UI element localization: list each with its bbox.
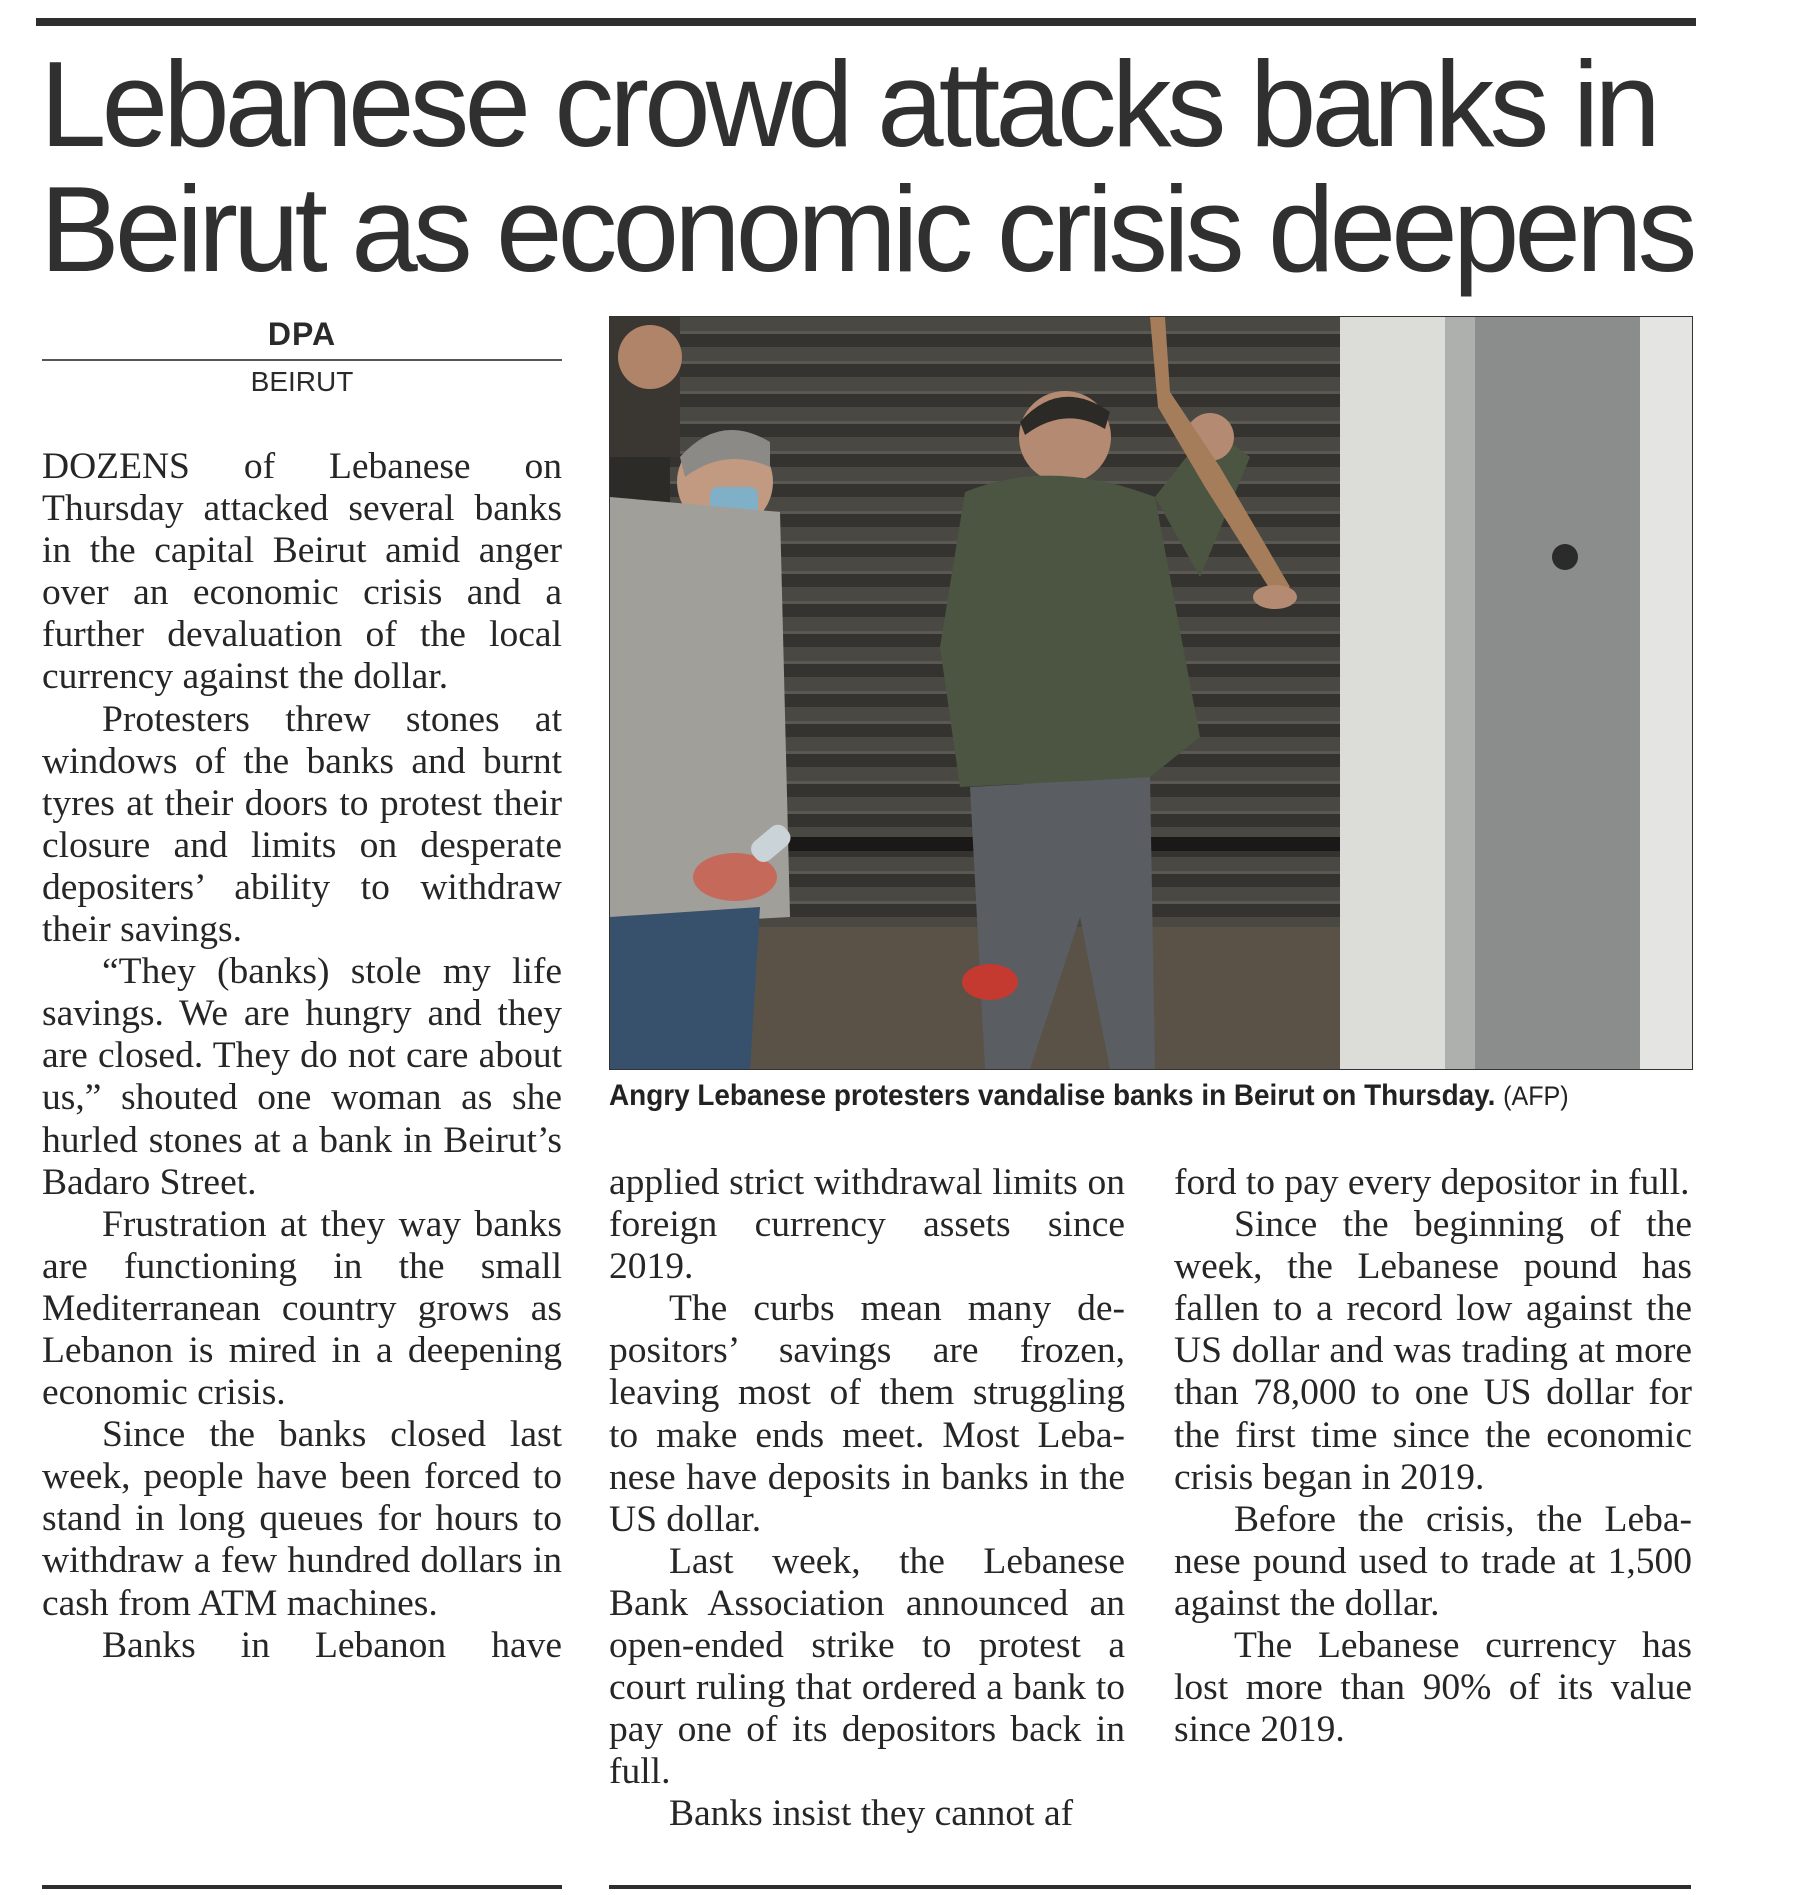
paragraph-9-start: Banks insist they cannot af — [669, 1793, 1074, 1835]
paragraph-2: Protesters threw stones at windows of the banks and burnt tyres at their doors to protest their closure and limits on desperate depositers’ ability to withdraw their savings. — [42, 698, 562, 951]
byline-divider — [42, 359, 562, 361]
byline-agency: DPA — [267, 316, 337, 352]
photo-caption — [609, 1079, 1632, 1113]
body-column-1 — [42, 446, 562, 1667]
paragraph-8: Last week, the Lebanese Bank Association announced an open-ended strike to protest a court ruling that ordered a bank to pay one of its depositors back in full. — [609, 1540, 1125, 1793]
bottom-rule-right — [609, 1885, 1691, 1889]
body-column-3 — [1174, 1162, 1692, 1751]
paragraph-5: Since the banks closed last week, people have been forced to stand in long queues for hours to withdraw a few hundred dollars in cash from ATM machines. — [42, 1414, 562, 1624]
red-object — [962, 964, 1018, 1000]
photo-credit: (AFP) — [1503, 1081, 1569, 1111]
caption-text: Angry Lebanese protesters vandalise banks in Beirut on Thursday. — [609, 1079, 1496, 1112]
top-rule — [36, 18, 1696, 26]
dateline: BEIRUT — [250, 366, 354, 397]
grey-door-frame — [1475, 317, 1640, 1069]
left-man-jeans — [610, 907, 760, 1069]
paragraph-6-end: applied strict withdrawal limits on foreign currency assets since 2019. — [609, 1162, 1125, 1288]
bottom-rule-left — [42, 1885, 562, 1889]
paragraph-4: Frustration at they way banks are functioning in the small Mediterranean country grows as Lebanon is mired in a deepening economic crisis. — [42, 1203, 562, 1414]
protesters-photo-illustration — [610, 317, 1692, 1069]
paragraph-9-end: ford to pay every depositor in full. — [1174, 1162, 1690, 1203]
body-column-2 — [609, 1162, 1125, 1836]
paragraph-11: Before the crisis, the Lebanese pound used to trade at 1,500 against the dollar. — [1174, 1498, 1692, 1624]
paragraph-7: The curbs mean many depositors’ savings are frozen, leaving most of them struggling to make ends meet. Most Lebanese have deposits in banks in the US dollar. — [609, 1288, 1125, 1540]
paragraph-1: DOZENS of Lebanese on Thursday attacked several banks in the capital Beirut amid anger over an economic crisis and a further devaluation of the local currency against the dollar. — [42, 446, 562, 698]
paragraph-3: “They (banks) stole my life savings. We are hungry and they are closed. They do not care about us,” shouted one woman as she hurled stones at a bank in Beirut’s Badaro Street. — [42, 951, 562, 1203]
headline — [40, 36, 1693, 297]
paragraph-6-start: Banks in Lebanon have — [102, 1624, 562, 1666]
door-lock — [1552, 544, 1578, 570]
news-photo — [609, 316, 1693, 1070]
paragraph-10: Since the beginning of the week, the Lebanese pound has fallen to a record low against the US dollar and was trading at more than 78,000 to one US dollar for the first time since the economic crisis began in 2019. — [1174, 1204, 1692, 1498]
headline-line-1: Lebanese crowd attacks banks in — [40, 36, 1656, 172]
headline-line-2: Beirut as economic crisis deepens — [40, 161, 1693, 297]
paragraph-12: The Lebanese currency has lost more than 90% of its value since 2019. — [1174, 1625, 1692, 1751]
